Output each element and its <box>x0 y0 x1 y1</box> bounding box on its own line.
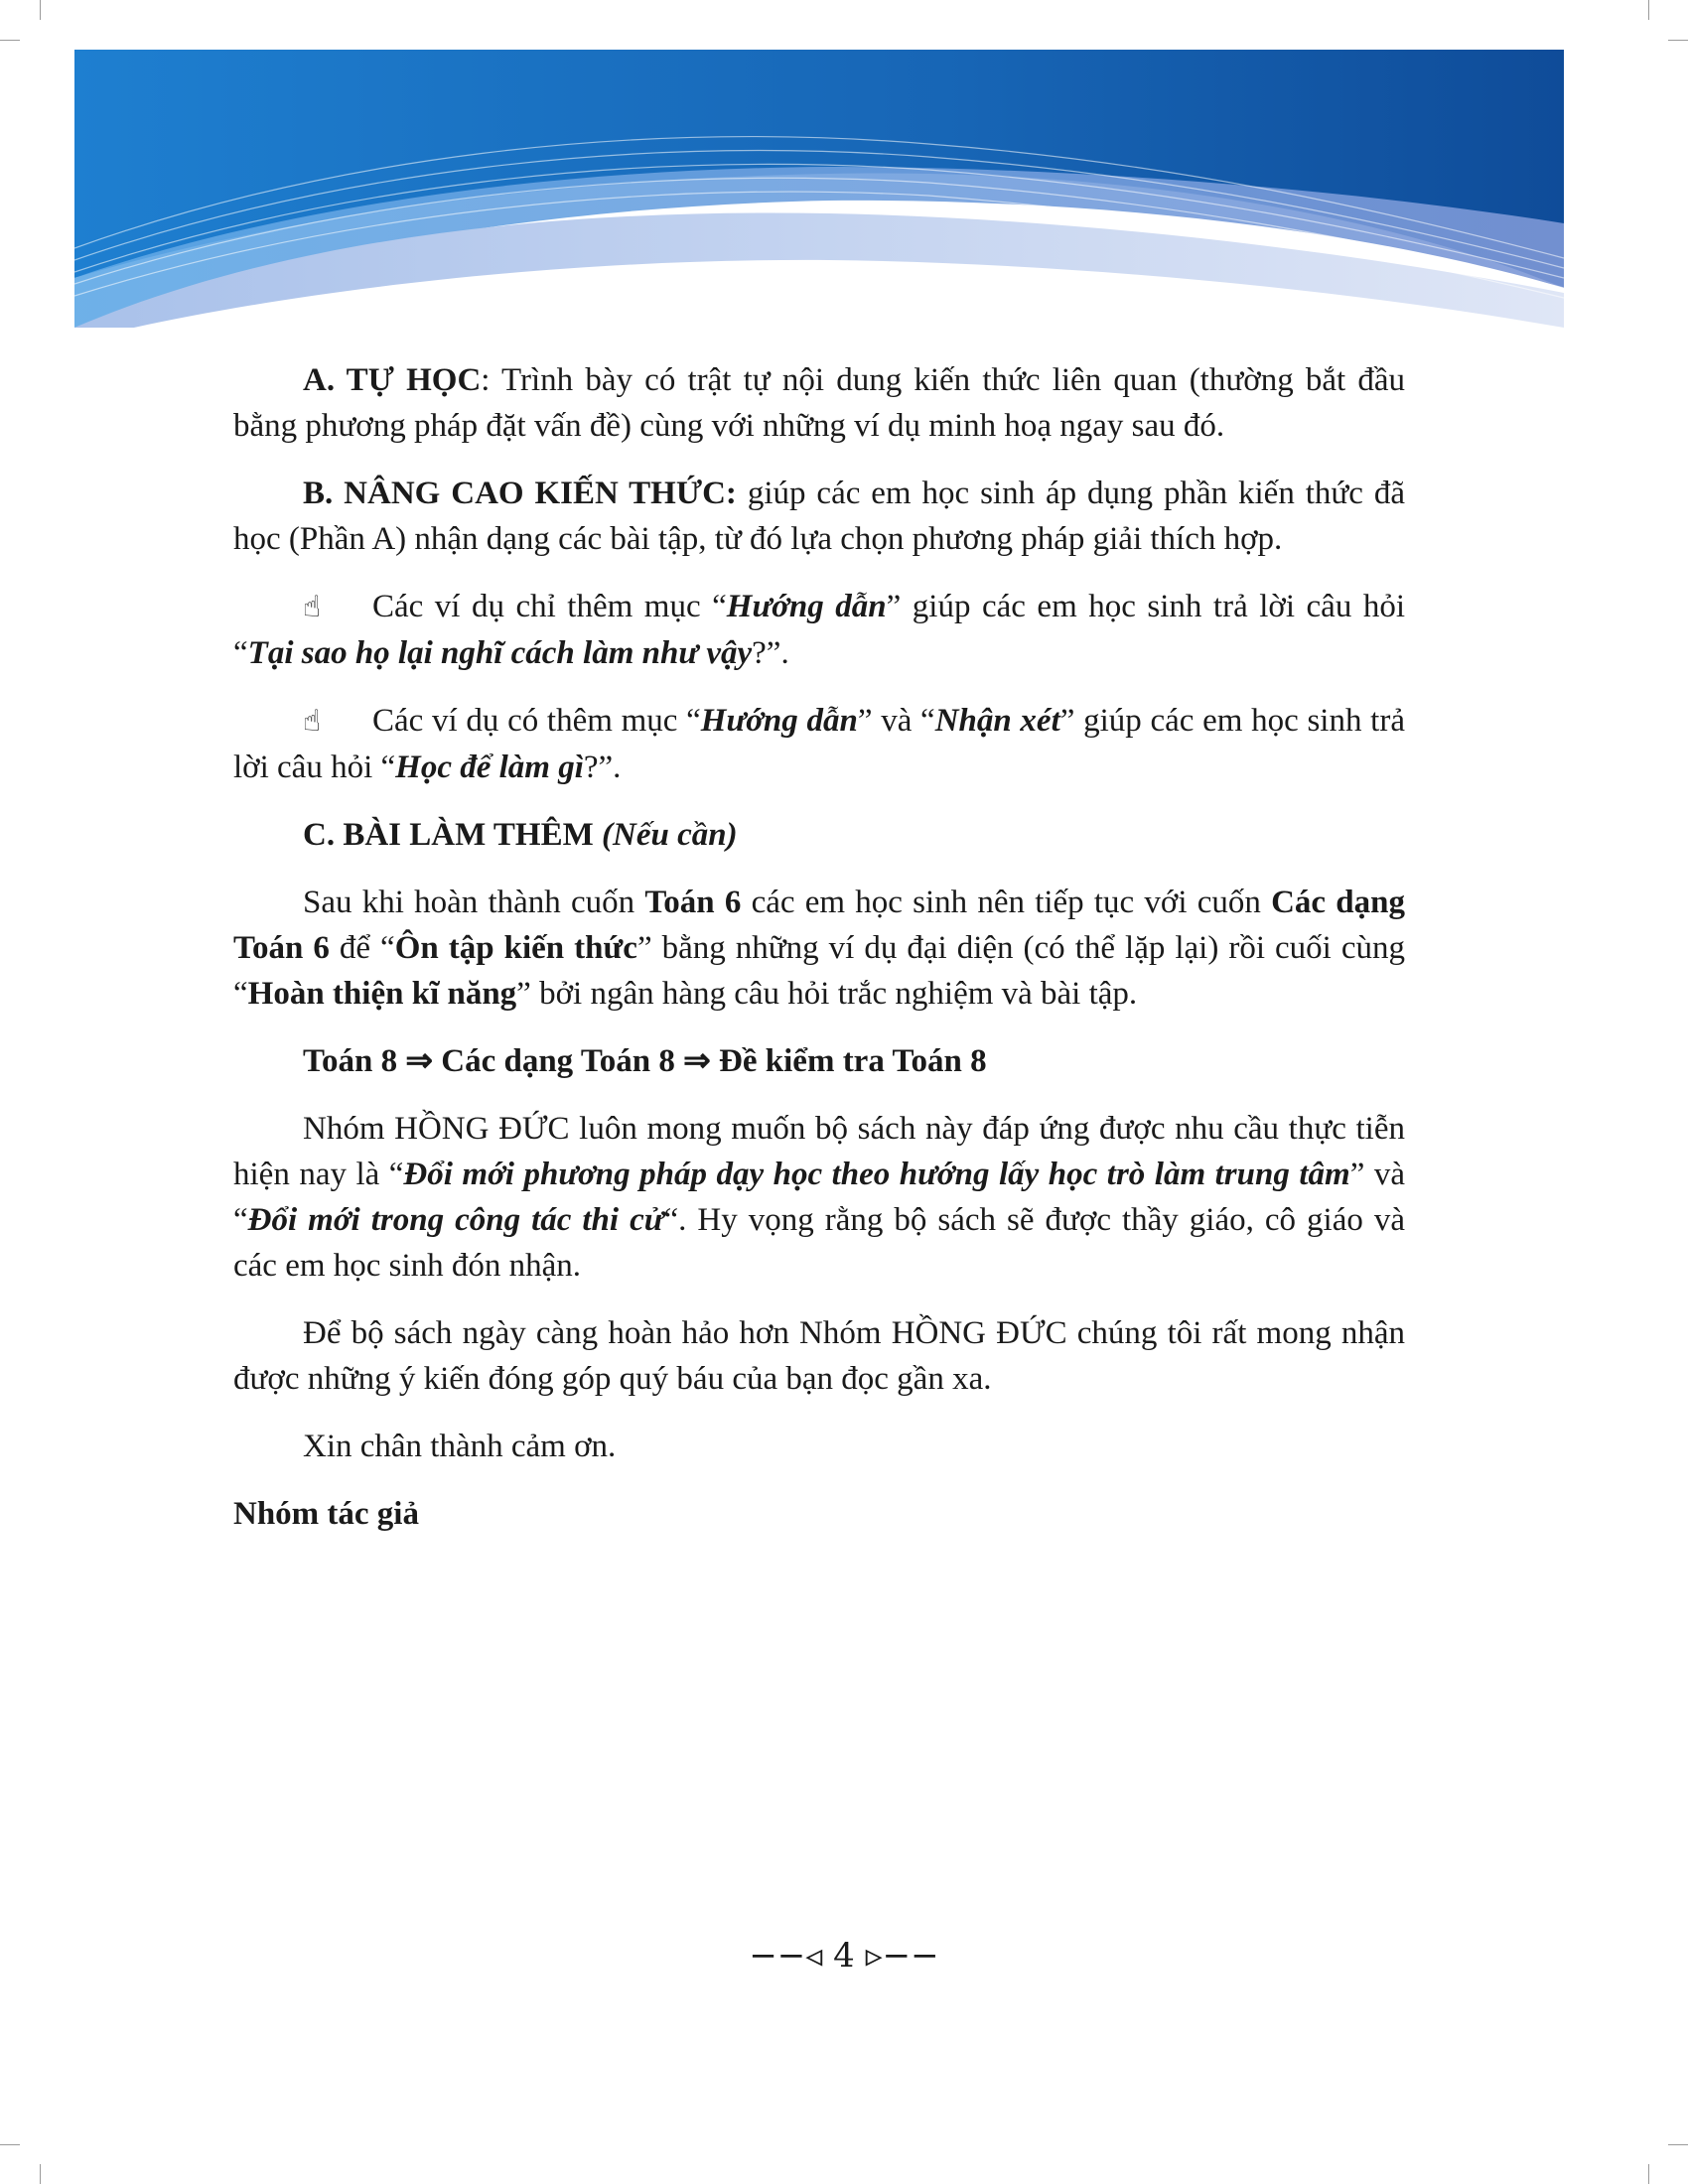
pointing-hand-icon: ☝ <box>303 590 322 624</box>
section-b-text: giúp các em học sinh áp dụng phần kiến thức đã học (Phần A) nhận dạng các bài tập, từ đó lựa chọn phương pháp giải thích hợp. <box>233 476 1406 557</box>
para-bold: Hoàn thiện kĩ năng <box>247 976 517 1012</box>
para-text: để “ <box>329 930 395 966</box>
bullet-emphasis: Nhận xét <box>934 703 1060 739</box>
series-line <box>233 1038 1405 1084</box>
bullet-item <box>233 698 1405 790</box>
signature-line <box>233 1491 1405 1537</box>
page-number-value: 4 <box>833 1936 855 1976</box>
section-a-paragraph <box>233 357 1405 449</box>
para-emphasis: Đổi mới phương pháp dạy học theo hướng lấy học trò làm trung tâm <box>403 1157 1350 1192</box>
para-text: ” bởi ngân hàng câu hỏi trắc nghiệm và bài tập. <box>516 976 1138 1012</box>
series-line-text: Toán 8 ⇒ Các dạng Toán 8 ⇒ Đề kiểm tra Toán 8 <box>303 1043 987 1079</box>
bullet-text: ?”. <box>752 635 789 671</box>
bullet-emphasis: Tại sao họ lại nghĩ cách làm như vậy <box>247 635 753 671</box>
signature-text: Nhóm tác giả <box>233 1496 419 1532</box>
header-wave-banner <box>74 50 1564 328</box>
section-c-label: C. BÀI LÀM THÊM <box>303 817 594 853</box>
bullet-item <box>233 584 1405 676</box>
preface-body <box>233 357 1405 1559</box>
bullet-text: ” và “ <box>857 703 935 739</box>
para-bold: Ôn tập kiến thức <box>394 930 637 966</box>
para-text: “. Hy vọng rằng bộ sách sẽ được thầy giáo, cô giáo và các em học sinh đón nhận. <box>233 1202 1405 1284</box>
para-text: ” bằng những ví dụ đại diện (có thể lặp lại) rồi cuối cùng “ <box>233 930 1406 1012</box>
series-paragraph <box>233 880 1405 1017</box>
section-a-label: A. TỰ HỌC <box>303 362 482 398</box>
hope-paragraph <box>233 1106 1405 1289</box>
para-bold: Toán 6 <box>644 885 742 920</box>
para-emphasis: Đổi mới trong công tác thi cử <box>247 1202 664 1238</box>
para-text: ” và “ <box>233 1157 1405 1238</box>
bullet-emphasis: Học để làm gì <box>395 750 584 785</box>
page-number <box>0 1936 1688 1976</box>
crop-mark <box>1648 0 1649 20</box>
bullet-emphasis: Hướng dẫn <box>700 703 858 739</box>
crop-mark <box>0 2144 20 2145</box>
section-b-paragraph <box>233 471 1405 562</box>
page-marker-left: −−◃ <box>749 1936 834 1976</box>
crop-mark <box>40 2164 41 2184</box>
section-a-text: : Trình bày có trật tự nội dung kiến thức liên quan (thường bắt đầu bằng phương pháp đặt vấn đề) cùng với những ví dụ minh hoạ ngay sau đó. <box>233 362 1405 444</box>
section-c-heading <box>233 812 1405 858</box>
bullet-text: ” giúp các em học sinh trả lời câu hỏi “ <box>233 703 1405 785</box>
bullet-emphasis: Hướng dẫn <box>726 589 887 624</box>
para-bold: Các dạng Toán 6 <box>233 885 1405 966</box>
crop-mark <box>1668 2144 1688 2145</box>
section-b-label: B. NÂNG CAO KIẾN THỨC: <box>303 476 737 511</box>
bullet-text: Các ví dụ chỉ thêm mục “ <box>372 589 727 624</box>
bullet-text: ?”. <box>583 750 622 785</box>
feedback-paragraph: Để bộ sách ngày càng hoàn hảo hơn Nhóm HỒNG ĐỨC chúng tôi rất mong nhận được những ý kiến đóng góp quý báu của bạn đọc gần xa. <box>233 1315 1405 1397</box>
bullet-text: Các ví dụ có thêm mục “ <box>372 703 701 739</box>
section-c-note: (Nếu cần) <box>602 817 738 853</box>
crop-mark <box>40 0 41 20</box>
pointing-hand-icon: ☝ <box>303 704 322 739</box>
crop-mark <box>1648 2164 1649 2184</box>
para-text: Nhóm HỒNG ĐỨC luôn mong muốn bộ sách này đáp ứng được nhu cầu thực tiễn hiện nay là “ <box>233 1111 1405 1192</box>
crop-mark <box>1668 40 1688 41</box>
bullet-text: ” giúp các em học sinh trả lời câu hỏi “ <box>233 589 1405 671</box>
crop-mark <box>0 40 20 41</box>
thanks-line: Xin chân thành cảm ơn. <box>303 1429 617 1464</box>
page-marker-right: ▹−− <box>854 1936 939 1976</box>
para-text: Sau khi hoàn thành cuốn <box>303 885 645 920</box>
para-text: các em học sinh nên tiếp tục với cuốn <box>741 885 1272 920</box>
